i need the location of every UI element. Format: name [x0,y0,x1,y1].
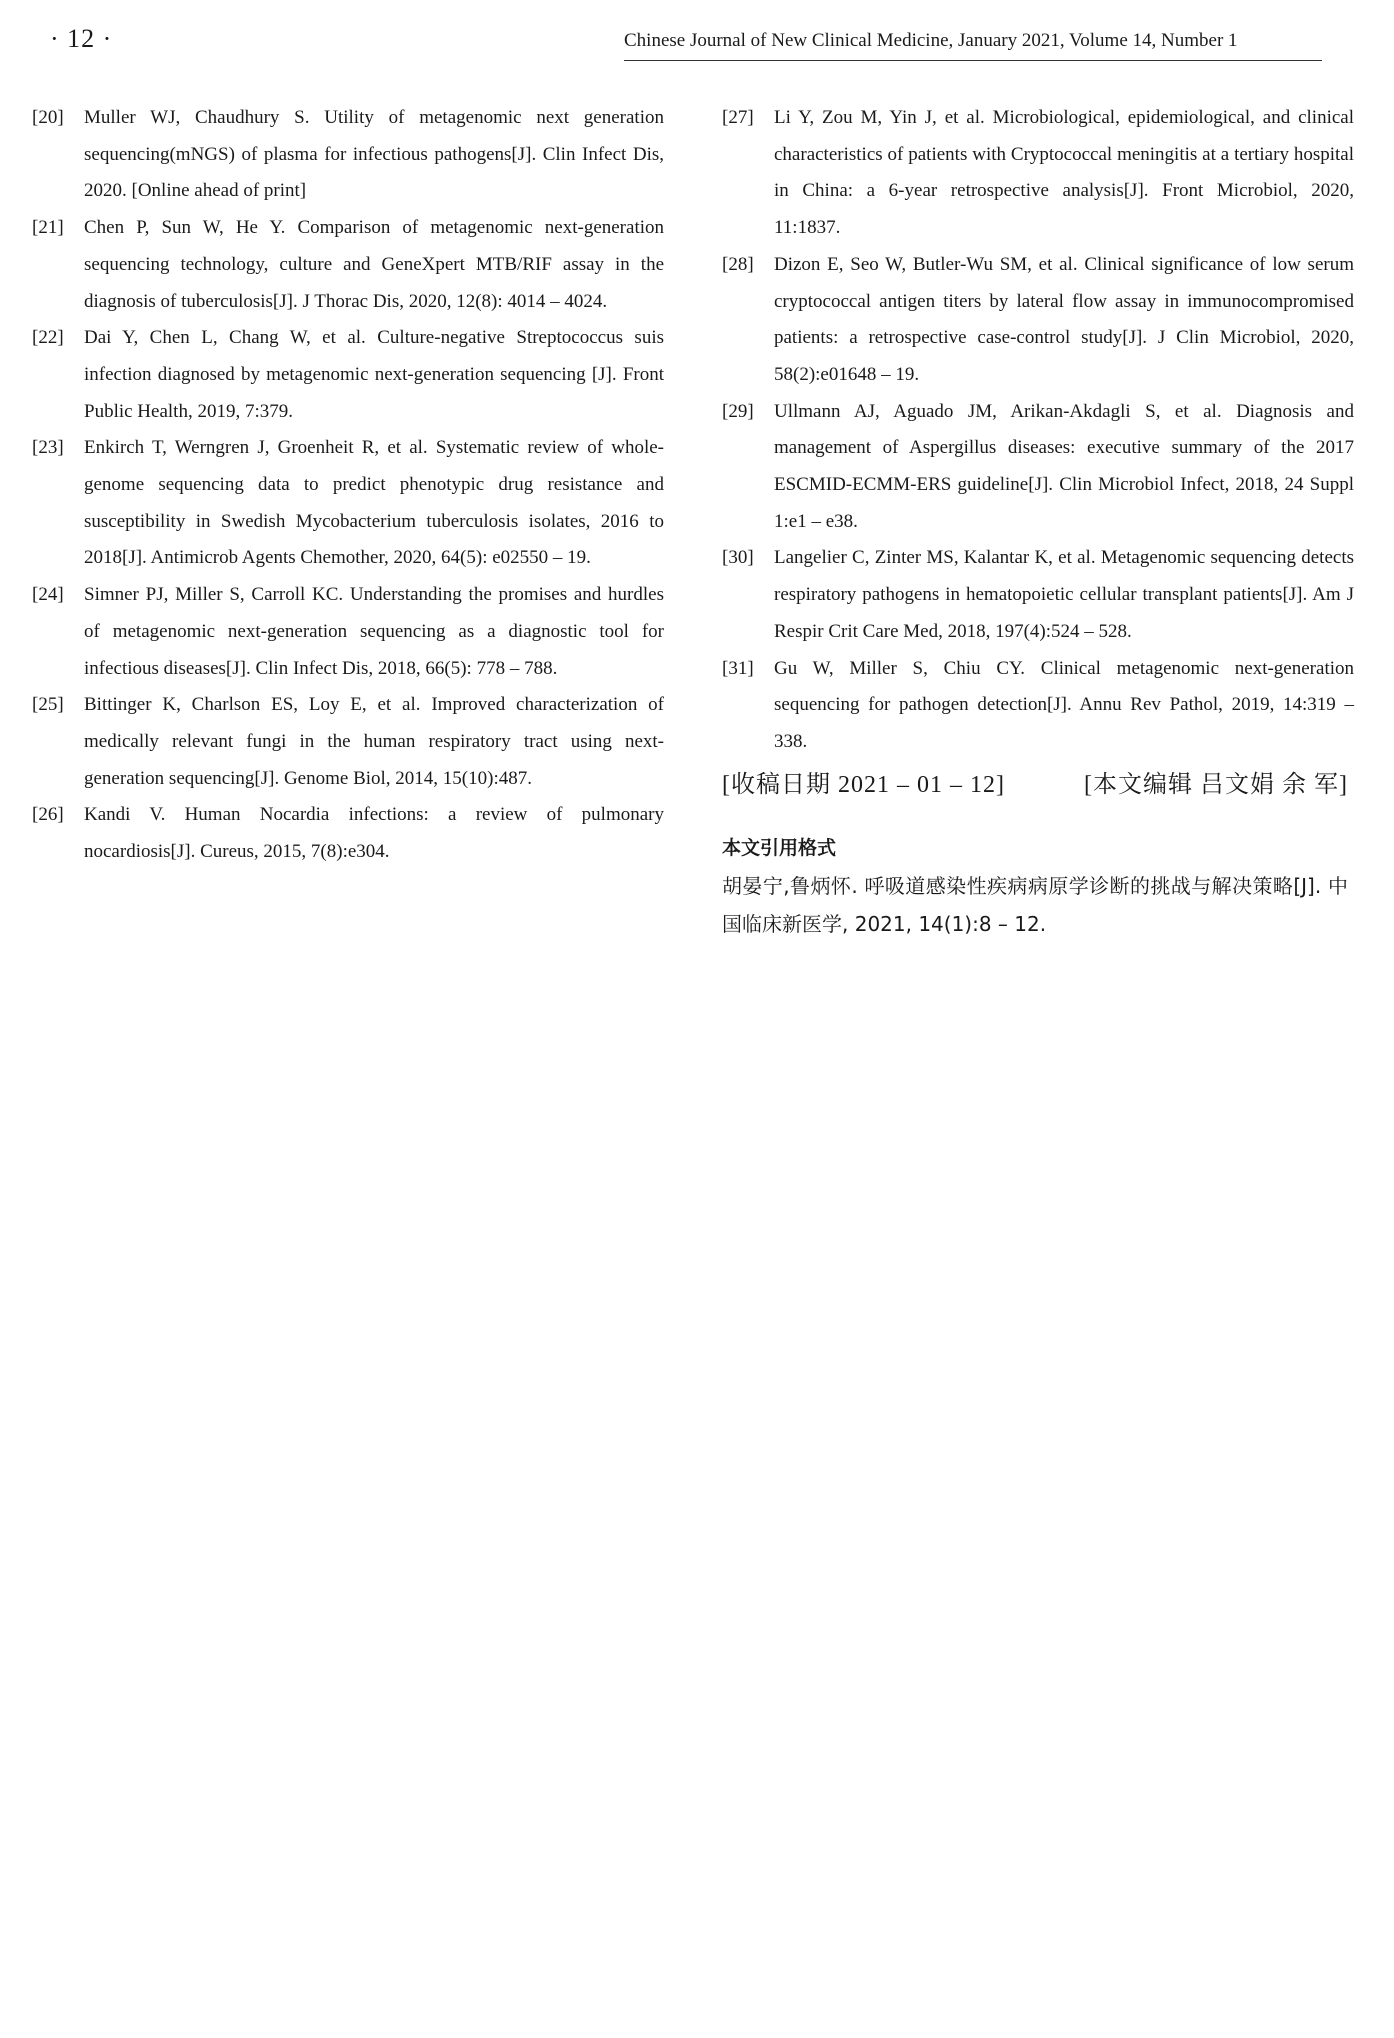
received-date-line [722,767,1348,803]
reference-number: [21] [32,217,64,239]
reference-text: Dizon E, Seo W, Butler-Wu SM, et al. Clinical significance of low serum cryptococcal antigen titers by lateral flow assay in immunocompromised patients: a retrospective case-control study[J]. J Clin Microbiol, 2020, 58(2):e01648 – 19. [774,253,1354,385]
reference-text: Chen P, Sun W, He Y. Comparison of metagenomic next-generation sequencing technology, culture and GeneXpert MTB/RIF assay in the diagnosis of tuberculosis[J]. J Thorac Dis, 2020, 12(8): 4014 – 4024. [84,217,664,312]
editor-credit: [本文编辑 吕文娟 余 军] [1084,771,1348,798]
reference-text: Ullmann AJ, Aguado JM, Arikan-Akdagli S, et al. Diagnosis and management of Aspergillus diseases: executive summary of the 2017 ESCMID-ECMM-ERS guideline[J]. Clin Microbiol Infect, 2018, 24 Suppl 1:e1 – e38. [774,400,1354,532]
reference-number: [28] [722,253,754,275]
reference-text: Li Y, Zou M, Yin J, et al. Microbiological, epidemiological, and clinical characteristics of patients with Cryptococcal meningitis at a tertiary hospital in China: a 6-year retrospective analysis[J]. Front Microbiol, 2020, 11:1837. [774,107,1354,239]
citation-heading: 本文引用格式 [722,836,837,859]
reference-item [32,577,664,687]
reference-number: [26] [32,804,64,826]
reference-number: [20] [32,107,64,128]
reference-number: [24] [32,584,64,606]
received-date: [收稿日期 2021 – 01 – 12] [722,771,1005,798]
reference-text: Bittinger K, Charlson ES, Loy E, et al. Improved characterization of medically relevant fungi in the human respiratory tract using next-generation sequencing[J]. Genome Biol, 2014, 15(10):487. [84,694,664,789]
reference-item [32,210,664,320]
reference-number: [25] [32,694,64,716]
reference-item [722,651,1354,761]
reference-number: [22] [32,327,64,349]
references-right-column [722,100,1354,943]
header-rule [624,60,1322,61]
references-left-column [32,100,664,871]
reference-item [722,540,1354,650]
reference-item [722,247,1354,394]
reference-number: [30] [722,547,754,569]
reference-item [32,797,664,870]
reference-text: Enkirch T, Werngren J, Groenheit R, et al. Systematic review of whole-genome sequencing data to predict phenotypic drug resistance and susceptibility in Swedish Mycobacterium tuberculosis isolates, 2016 to 2018[J]. Antimicrob Agents Chemother, 2020, 64(5): e02550 – 19. [84,437,664,569]
reference-number: [23] [32,437,64,459]
reference-item [32,430,664,577]
reference-text: Simner PJ, Miller S, Carroll KC. Understanding the promises and hurdles of metagenomic next-generation sequencing as a diagnostic tool for infectious diseases[J]. Clin Infect Dis, 2018, 66(5): 778 – 788. [84,584,664,679]
running-header: Chinese Journal of New Clinical Medicine, January 2021, Volume 14, Number 1 [624,30,1238,51]
reference-text: Dai Y, Chen L, Chang W, et al. Culture-negative Streptococcus suis infection diagnosed by metagenomic next-generation sequencing [J]. Front Public Health, 2019, 7:379. [84,327,664,422]
citation-text: 胡晏宁,鲁炳怀. 呼吸道感染性疾病病原学诊断的挑战与解决策略[J]. 中国临床新医学, 2021, 14(1):8 – 12. [722,873,1348,936]
reference-item [722,100,1354,247]
reference-item [32,100,664,210]
reference-number: [31] [722,657,754,679]
reference-number: [27] [722,107,754,128]
reference-text: Gu W, Miller S, Chiu CY. Clinical metagenomic next-generation sequencing for pathogen detection[J]. Annu Rev Pathol, 2019, 14:319 – 338. [774,657,1354,752]
reference-item [32,320,664,430]
reference-item [722,394,1354,541]
reference-number: [29] [722,400,754,422]
reference-text: Kandi V. Human Nocardia infections: a review of pulmonary nocardiosis[J]. Cureus, 2015, 7(8):e304. [84,804,664,863]
page-number: · 12 · [50,24,113,53]
reference-item [32,687,664,797]
reference-text: Langelier C, Zinter MS, Kalantar K, et al. Metagenomic sequencing detects respiratory pathogens in hematopoietic cellular transplant patients[J]. Am J Respir Crit Care Med, 2018, 197(4):524 – 528. [774,547,1354,642]
reference-text: Muller WJ, Chaudhury S. Utility of metagenomic next generation sequencing(mNGS) of plasma for infectious pathogens[J]. Clin Infect Dis, 2020. [Online ahead of print] [84,107,664,202]
